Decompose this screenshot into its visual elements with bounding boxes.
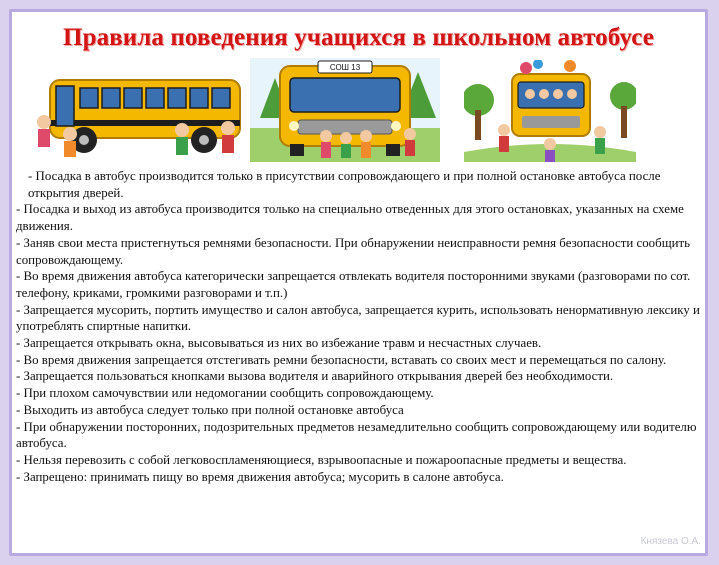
school-bus-front-with-children (250, 58, 440, 162)
svg-text:СОШ 13: СОШ 13 (329, 63, 361, 72)
rule-item: - Выходить из автобуса следует только при полной остановке автобуса (16, 402, 404, 417)
rule-item: - Посадка и выход из автобуса производится только на специально отведенных для этого остановках, указанных на схеме движения. (16, 202, 684, 234)
yellow-school-bus-with-children (32, 62, 247, 162)
rule-item: - При плохом самочувствии или недомогании сообщить сопровождающему. (16, 386, 434, 401)
poster-frame (9, 9, 708, 556)
poster-title: Правила поведения учащихся в школьном автобусе (63, 24, 654, 51)
school-bus-icon (464, 60, 636, 162)
rule-item: - Во время движения запрещается отстегивать ремни безопасности, вставать со своих мест и перемещаться по салону. (16, 352, 667, 367)
school-bus-icon (32, 62, 247, 162)
rule-item: - Посадка в автобус производится только в присутствии сопровождающего и при полной остановке автобуса после открытия дверей. (28, 169, 661, 200)
rule-item: - Запрещается открывать окна, высовываться из них во избежание травм и несчастных случаев. (16, 336, 542, 351)
school-bus-icon (250, 58, 440, 162)
rule-item: - Нельзя перевозить с собой легковоспламеняющиеся, взрывоопасные и пожароопасные предметы и вещества. (16, 452, 627, 467)
rule-item: - Запрещается мусорить, портить имущество и салон автобуса, запрещается курить, использовать ненормативную лексику и употреблять спиртные напитки. (16, 302, 700, 334)
rule-item: - Заняв свои места пристегнуться ремнями безопасности. При обнаружении неисправности ремня безопасности сообщить сопровождающему. (16, 235, 691, 267)
rule-item: - При обнаружении посторонних, подозрительных предметов незамедлительно сообщить сопровождающему или водителю автобуса. (16, 419, 697, 451)
rule-item: - Во время движения автобуса категорически запрещается отвлекать водителя посторонними звуками (разговорами по сот. телефону, криками, громкими разговорами и т.п.) (16, 269, 691, 300)
rule-item: - Запрещается пользоваться кнопками вызова водителя и аварийного открывания дверей без необходимости. (16, 369, 614, 384)
author-watermark: Князева О.А. (640, 536, 701, 547)
children-boarding-bus (464, 60, 636, 162)
rule-item: - Запрещено: принимать пищу во время движения автобуса; мусорить в салоне автобуса. (16, 469, 504, 484)
rules-list (16, 168, 704, 485)
